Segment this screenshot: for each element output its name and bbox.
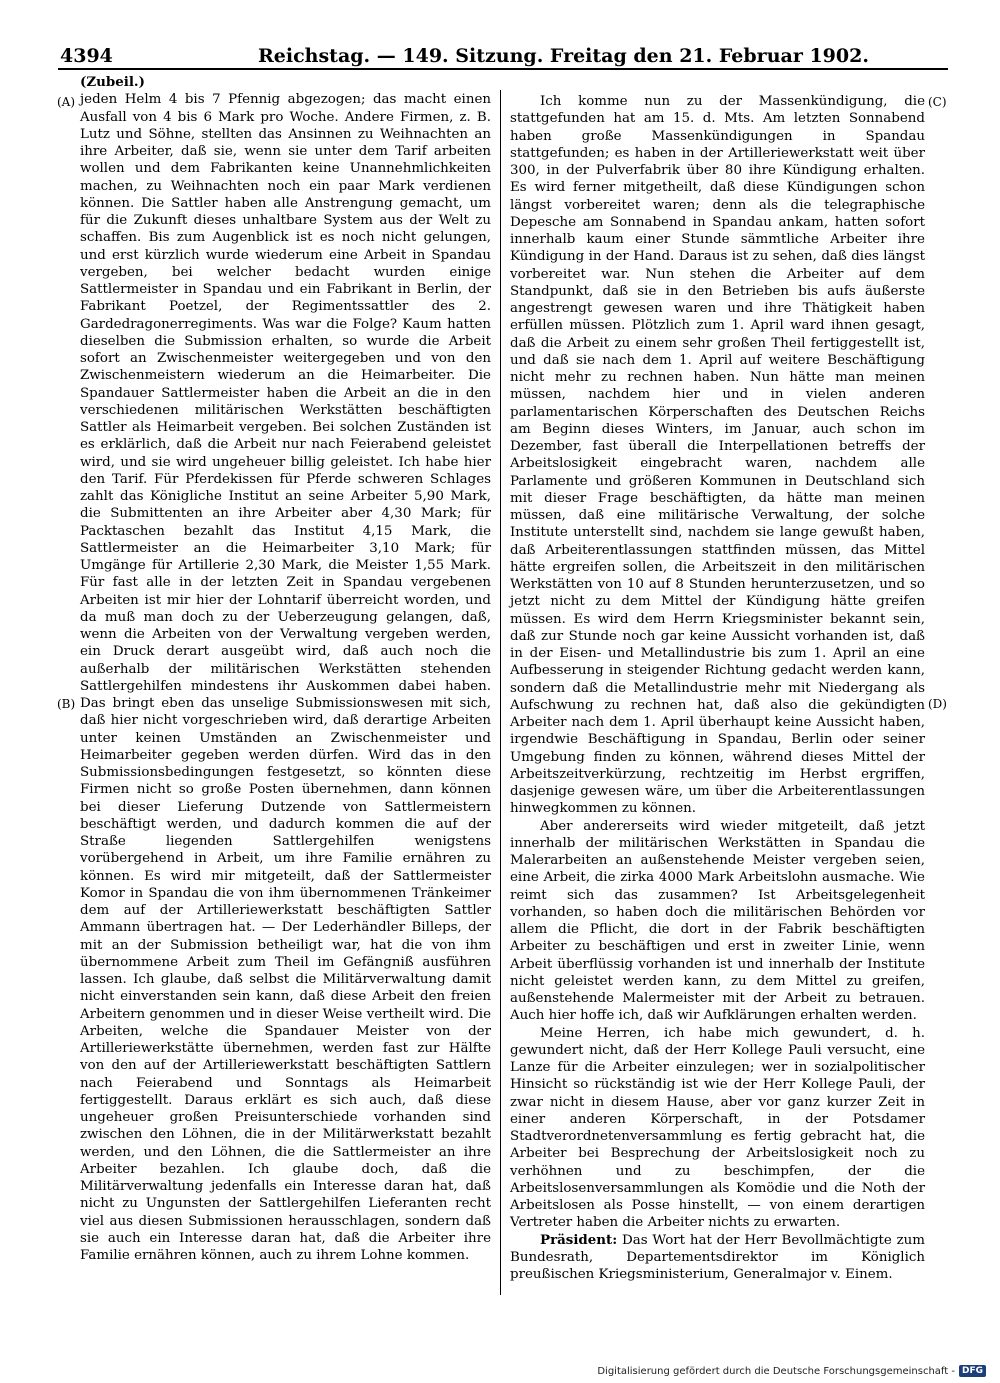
president-text: Das Wort hat der Herr Bevollmächtigte zum Bundesrath, Departementsdirektor im Königlich preußischen Kriegsministerium, Generalmajor v. Einem. (510, 1232, 925, 1282)
footer (597, 1365, 986, 1377)
page-number: 4394 (60, 45, 113, 67)
page-title: Reichstag. — 149. Sitzung. Freitag den 21. Februar 1902. (258, 45, 869, 67)
page-header (60, 43, 946, 69)
president-statement (510, 1232, 925, 1284)
dfg-logo: DFG (959, 1365, 986, 1377)
margin-marker-b: (B) (57, 697, 76, 711)
right-paragraph: Ich komme nun zu der Massenkündigung, die stattgefunden hat am 15. d. Mts. Am letzten Sonnabend haben große Massenkündigungen in Spandau stattgefunden; es haben in der Artilleriewerkstatt weit über 300, in der Pulverfabrik über 80 ihre Kündigung erhalten. Es wird ferner mitgetheilt, daß diese Kündigungen schon längst vorbereitet waren; denn als die telegraphische Depesche am Sonnabend in Spandau ankam, hatten sofort innerhalb kaum einer Stunde sämmtliche Arbeiter ihre Kündigung in der Hand. Daraus ist zu sehen, daß dies längst vorbereitet war. Nun stehen die Arbeiter auf dem Standpunkt, daß sie in den Betrieben bis aufs äußerste angestrengt gewesen waren und ihre Thätigkeit haben erfüllen müssen. Plötzlich zum 1. April ward ihnen gesagt, daß die Arbeit zu einem sehr großen Theil fertiggestellt ist, und daß sie nach dem 1. April auf weitere Beschäftigung nicht mehr zu rechnen haben. Nun hätte man meinen müssen, nachdem hier und in vielen anderen parlamentarischen Körperschaften des Deutschen Reichs am Beginn dieses Winters, im Januar, auch schon im Dezember, fast überall die Interpellationen betreffs der Arbeitslosigkeit eingebracht waren, nachdem alle Parlamente und größeren Kommunen in Deutschland sich mit dieser Frage beschäftigten, da hätte man meinen müssen, daß eine militärische Verwaltung, der solche Institute unterstellt sind, nachdem sie lange gewußt haben, daß Arbeiterentlassungen stattfinden müssen, das Mittel hätte ergreifen sollen, die Arbeitszeit in den militärischen Werkstätten von 10 auf 8 Stunden herunterzusetzen, und so jetzt nicht zu dem Mittel der Kündigung hätte greifen müssen. Es wird dem Herrn Kriegsminister bekannt sein, daß zur Stunde noch gar keine Aussicht vorhanden ist, daß in der Eisen- und Metallindustrie bis zum 1. April an eine Aufbesserung in steigender Richtung gedacht werden kann, sondern daß die Metallindustrie mehr mit Niedergang als Aufschwung zu rechnen hat, daß also die gekündigten Arbeiter nach dem 1. April überhaupt keine Aussicht haben, irgendwie Beschäftigung in Spandau, Berlin oder seiner Umgebung finden zu können, während dieses Mittel der Arbeitszeitverkürzung, rechtzeitig im Herbst ergriffen, dasjenige gewesen wäre, um über die Arbeiterentlassungen hinwegkommen zu können. (510, 94, 925, 817)
right-column (510, 93, 925, 1283)
left-column (80, 74, 491, 1264)
footer-text: Digitalisierung gefördert durch die Deutsche Forschungsgemeinschaft - (597, 1365, 955, 1377)
speaker-continuation: (Zubeil.) (80, 74, 145, 90)
column-divider (500, 90, 501, 1295)
right-paragraph: Meine Herren, ich habe mich gewundert, d. h. gewundert nicht, daß der Herr Kollege Pauli versucht, eine Lanze für die Arbeiter einzulegen; wer in sozialpolitischer Hinsicht so rückständig ist wie der Herr Kollege Pauli, der zwar nicht in diesem Hause, aber vor ganz kurzer Zeit in einer anderen Körperschaft, in der Potsdamer Stadtverordnetenversammlung es fertig gebracht hat, die Arbeiter bei Besprechung der Arbeitslosigkeit noch zu verhöhnen und zu beschimpfen, der die Arbeitslosenversammlungen als Komödie und die Noth der Arbeitslosen als Posse hinstellt, — von einem derartigen Vertreter haben die Arbeiter nichts zu erwarten. (510, 1025, 925, 1231)
left-paragraph: jeden Helm 4 bis 7 Pfennig abgezogen; das macht einen Ausfall von 4 bis 6 Mark pro Woche. Andere Firmen, z. B. Lutz und Söhne, stellten das Ansinnen zu Weihnachten an ihre Arbeiter, daß sie, wenn sie unter dem Tarif arbeiten wollen und dem Fabrikanten keine Unannehmlichkeiten machen, zu Weihnachten noch ein paar Mark verdienen können. Die Sattler haben alle Anstrengung gemacht, um für die Zukunft dieses unhaltbare System aus der Welt zu schaffen. Bis zum Augenblick ist es noch nicht gelungen, und erst kürzlich wurde wiederum eine Arbeit in Spandau vergeben, bei welcher bedacht wurden einige Sattlermeister in Spandau und ein Fabrikant in Berlin, der Fabrikant Poetzel, der Regimentssattler des 2. Gardedragonerregiments. Was war die Folge? Kaum hatten dieselben die Submission erhalten, so wurde die Arbeit sofort an Zwischenmeister weitergegeben und von den Zwischenmeistern wiederum an die Heimarbeiter. Die Spandauer Sattlermeister haben die Arbeit an die in den verschiedenen militärischen Werkstätten beschäftigten Sattler als Heimarbeit vergeben. Bei solchen Zuständen ist es erklärlich, daß die Arbeit nur nach Feierabend geleistet wird, und sie wird ungeheuer billig geleistet. Ich habe hier den Tarif. Für Pferdekissen für Pferde schweren Schlages zahlt das Königliche Institut an seine Arbeiter 5,90 Mark, die Submittenten an ihre Arbeiter aber 4,30 Mark; für Packtaschen bezahlt das Institut 4,15 Mark, die Sattlermeister an die Heimarbeiter 3,10 Mark; für Umgänge für Artillerie 2,30 Mark, die Meister 1,55 Mark. Für fast alle in der letzten Zeit in Spandau vergebenen Arbeiten ist mir hier der Lohntarif überreicht worden, und da muß man doch zu der Ueberzeugung gelangen, daß, wenn die Arbeiten von der Verwaltung vergeben werden, ein Druck derart ausgeübt wird, daß auch noch die außerhalb der militärischen Werkstätten stehenden Sattlergehilfen mindestens ihr Auskommen dabei haben. Das bringt eben das unselige Submissionswesen mit sich, daß hier nicht vorgeschrieben wird, daß derartige Arbeiten unter keinen Umständen an Zwischenmeister und Heimarbeiter gegeben werden dürfen. Wird das in den Submissionsbedingungen festgesetzt, so könnten diese Firmen nicht so große Posten übernehmen, dann können bei dieser Lieferung Dutzende von Sattlermeistern beschäftigt werden, und dadurch kommen die auf der Straße liegenden Sattlergehilfen wenigstens vorübergehend in Arbeit, um ihre Familie ernähren zu können. Es wird mir mitgeteilt, daß der Sattlermeister Komor in Spandau die von ihm übernommenen Tränkeimer dem auf der Artilleriewerkstatt beschäftigten Sattler Ammann übertragen hat. — Der Lederhändler Billeps, der mit an der Submission betheiligt war, hat die von ihm übernommene Arbeit zum Theil im Gefängniß ausführen lassen. Ich glaube, daß selbst die Militärverwaltung damit nicht einverstanden sein kann, daß diese Arbeit den freien Arbeitern genommen und in dieser Weise vertheilt wird. Die Arbeiten, welche die Spandauer Meister von der Artilleriewerkstätte übernehmen, werden fast zur Hälfte von den auf der Artilleriewerkstatt beschäftigten Sattlern nach Feierabend und Sonntags als Heimarbeit fertiggestellt. Daraus erklärt es sich auch, daß diese ungeheuer großen Preisunterschiede vorhanden sind zwischen den Löhnen, die in der Militärwerkstatt bezahlt werden, und den Löhnen, die die Sattlermeister an ihre Arbeiter bezahlen. Ich glaube doch, daß die Militärverwaltung jedenfalls ein Interesse daran hat, daß nicht zu Ungunsten der Sattlergehilfen Lieferanten recht viel aus diesen Submissionen herausschlagen, sondern daß sie auch ein Interesse daran hat, daß die Arbeiter ihre Familie ernähren können, auch zu ihrem Lohne kommen. (80, 92, 491, 1263)
margin-marker-c: (C) (928, 95, 947, 109)
right-paragraph: Aber andererseits wird wieder mitgeteilt, daß jetzt innerhalb der militärischen Werkstätten in Spandau die Malerarbeiten an außenstehende Meister vergeben seien, eine Arbeit, die zirka 4000 Mark Arbeitslohn ausmache. Wie reimt sich das zusammen? Ist Arbeitsgelegenheit vorhanden, so haben doch die militärischen Behörden vor allem die Pflicht, die dort in der Fabrik beschäftigten Arbeiter zu beschäftigen und erst in zweiter Linie, wenn Arbeit überflüssig vorhanden ist und innerhalb der Institute nicht geleistet werden kann, zu dem Mittel zu greifen, außenstehende Malermeister mit der Arbeit zu betrauen. Auch hier hoffe ich, daß wir Aufklärungen erhalten werden. (510, 818, 925, 1024)
margin-marker-d: (D) (928, 697, 947, 711)
header-rule (58, 68, 948, 70)
president-label: Präsident: (540, 1231, 618, 1248)
margin-marker-a: (A) (57, 95, 76, 109)
